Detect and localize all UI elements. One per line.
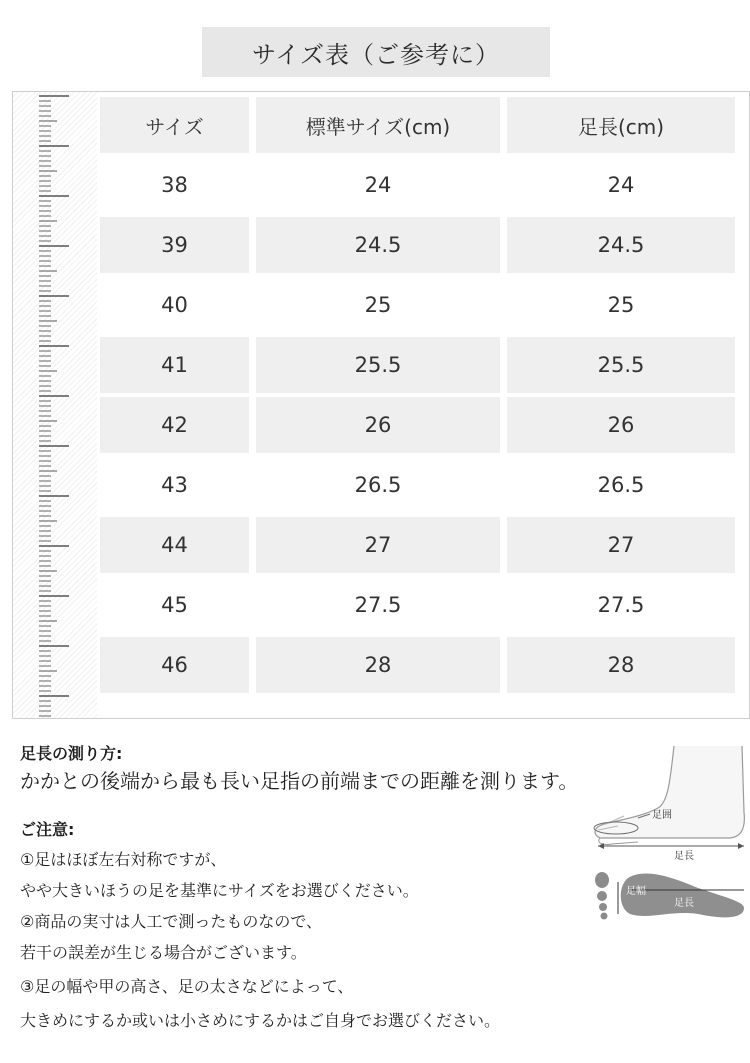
table-cell: 25	[607, 293, 635, 317]
table-cell: 43	[161, 473, 188, 497]
table-cell: 24.5	[256, 217, 500, 273]
measure-heading: 足長の測り方:	[20, 744, 123, 763]
table-cell: 44	[100, 517, 249, 573]
table-cell: 28	[256, 637, 500, 693]
foot-diagram-icon	[578, 742, 750, 920]
width-label: 足幅	[626, 886, 646, 897]
notice-line: ①足はほぼ左右対称ですが、	[20, 850, 227, 869]
table-cell: 25	[364, 293, 392, 317]
table-cell: 27.5	[597, 593, 645, 617]
notice-line: ②商品の実寸は人工で測ったものなので、	[20, 912, 323, 931]
table-cell: 27.5	[354, 593, 402, 617]
table-cell: 46	[100, 637, 249, 693]
table-cell: 26.5	[354, 473, 402, 497]
ruler-icon	[13, 92, 97, 720]
table-cell: 26	[507, 397, 735, 453]
measure-text: かかとの後端から最も長い足指の前端までの距離を測ります。	[20, 769, 579, 793]
size-chart-title: サイズ表（ご参考に）	[202, 27, 550, 77]
table-cell: 39	[100, 217, 249, 273]
notice-line: 若干の誤差が生じる場合がございます。	[20, 943, 307, 962]
foot-measurement-illustration	[578, 742, 750, 920]
notice-line: 大きめにするか或いは小さめにするかはご自身でお選びください。	[20, 1011, 501, 1030]
table-cell: 41	[100, 337, 249, 393]
table-cell: 26	[256, 397, 500, 453]
table-cell: 27	[256, 517, 500, 573]
size-table	[12, 91, 750, 719]
table-cell: 45	[161, 593, 188, 617]
notice-heading: ご注意:	[20, 820, 75, 839]
table-cell: 26.5	[597, 473, 645, 497]
table-header-cell: 足長(cm)	[507, 97, 735, 153]
table-cell: 25.5	[507, 337, 735, 393]
notice-line: やや大きいほうの足を基準にサイズをお選びください。	[20, 881, 419, 900]
table-header-cell: サイズ	[100, 97, 249, 153]
table-cell: 24.5	[507, 217, 735, 273]
table-cell: 25.5	[256, 337, 500, 393]
side-length-label: 足長	[674, 851, 694, 862]
table-cell: 24	[607, 173, 635, 197]
notice-line: ③足の幅や甲の高さ、足の太さなどによって、	[20, 977, 354, 996]
table-cell: 28	[507, 637, 735, 693]
table-cell: 42	[100, 397, 249, 453]
ruler-decoration	[13, 92, 97, 718]
table-cell: 38	[161, 173, 188, 197]
sole-length-label: 足長	[674, 898, 694, 909]
table-cell: 24	[364, 173, 392, 197]
table-cell: 40	[161, 293, 188, 317]
table-header-cell: 標準サイズ(cm)	[256, 97, 500, 153]
table-cell: 27	[507, 517, 735, 573]
girth-label: 足囲	[652, 810, 672, 821]
